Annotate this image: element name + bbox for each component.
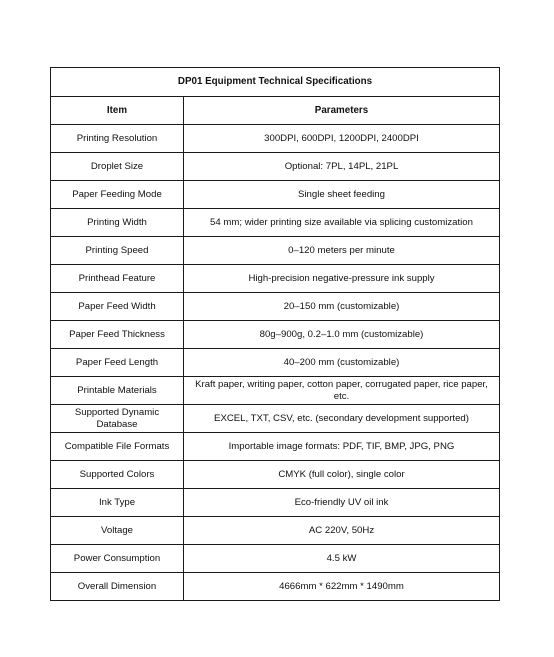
item-cell: Paper Feeding Mode [51,181,184,209]
table-row [51,125,500,153]
item-cell: Voltage [51,517,184,545]
header-row [51,97,500,125]
table-row [51,405,500,433]
item-cell: Overall Dimension [51,573,184,601]
parameter-cell: 54 mm; wider printing size available via splicing customization [184,209,500,237]
item-cell: Paper Feed Width [51,293,184,321]
table-row [51,545,500,573]
table-row [51,321,500,349]
parameter-cell: Importable image formats: PDF, TIF, BMP, JPG, PNG [184,433,500,461]
table-title: DP01 Equipment Technical Specifications [51,68,500,97]
parameter-cell: AC 220V, 50Hz [184,517,500,545]
item-cell: Compatible File Formats [51,433,184,461]
parameter-cell: Optional: 7PL, 14PL, 21PL [184,153,500,181]
table-row [51,461,500,489]
table-row [51,489,500,517]
parameter-cell: EXCEL, TXT, CSV, etc. (secondary development supported) [184,405,500,433]
table-row [51,377,500,405]
parameter-cell: 80g–900g, 0.2–1.0 mm (customizable) [184,321,500,349]
table-row [51,573,500,601]
item-cell: Supported Colors [51,461,184,489]
title-row [51,68,500,97]
item-cell: Power Consumption [51,545,184,573]
item-cell: Supported Dynamic Database [51,405,184,433]
spec-table [50,67,500,601]
table-row [51,181,500,209]
table-row [51,153,500,181]
parameter-cell: 300DPI, 600DPI, 1200DPI, 2400DPI [184,125,500,153]
item-cell: Printing Resolution [51,125,184,153]
item-cell: Printing Speed [51,237,184,265]
table-row [51,293,500,321]
table-row [51,349,500,377]
parameter-cell: 4666mm * 622mm * 1490mm [184,573,500,601]
item-cell: Printable Materials [51,377,184,405]
parameter-cell: High-precision negative-pressure ink supply [184,265,500,293]
column-header-parameters: Parameters [184,97,500,125]
table-row [51,517,500,545]
parameter-cell: 4.5 kW [184,545,500,573]
item-cell: Ink Type [51,489,184,517]
parameter-cell: 20–150 mm (customizable) [184,293,500,321]
parameter-cell: 0–120 meters per minute [184,237,500,265]
parameter-cell: Kraft paper, writing paper, cotton paper, corrugated paper, rice paper, etc. [184,377,500,405]
parameter-cell: 40–200 mm (customizable) [184,349,500,377]
parameter-cell: Single sheet feeding [184,181,500,209]
parameter-cell: CMYK (full color), single color [184,461,500,489]
table-row [51,265,500,293]
item-cell: Paper Feed Length [51,349,184,377]
table-row [51,209,500,237]
table-row [51,237,500,265]
table-row [51,433,500,461]
item-cell: Droplet Size [51,153,184,181]
parameter-cell: Eco-friendly UV oil ink [184,489,500,517]
item-cell: Printhead Feature [51,265,184,293]
item-cell: Printing Width [51,209,184,237]
item-cell: Paper Feed Thickness [51,321,184,349]
column-header-item: Item [51,97,184,125]
